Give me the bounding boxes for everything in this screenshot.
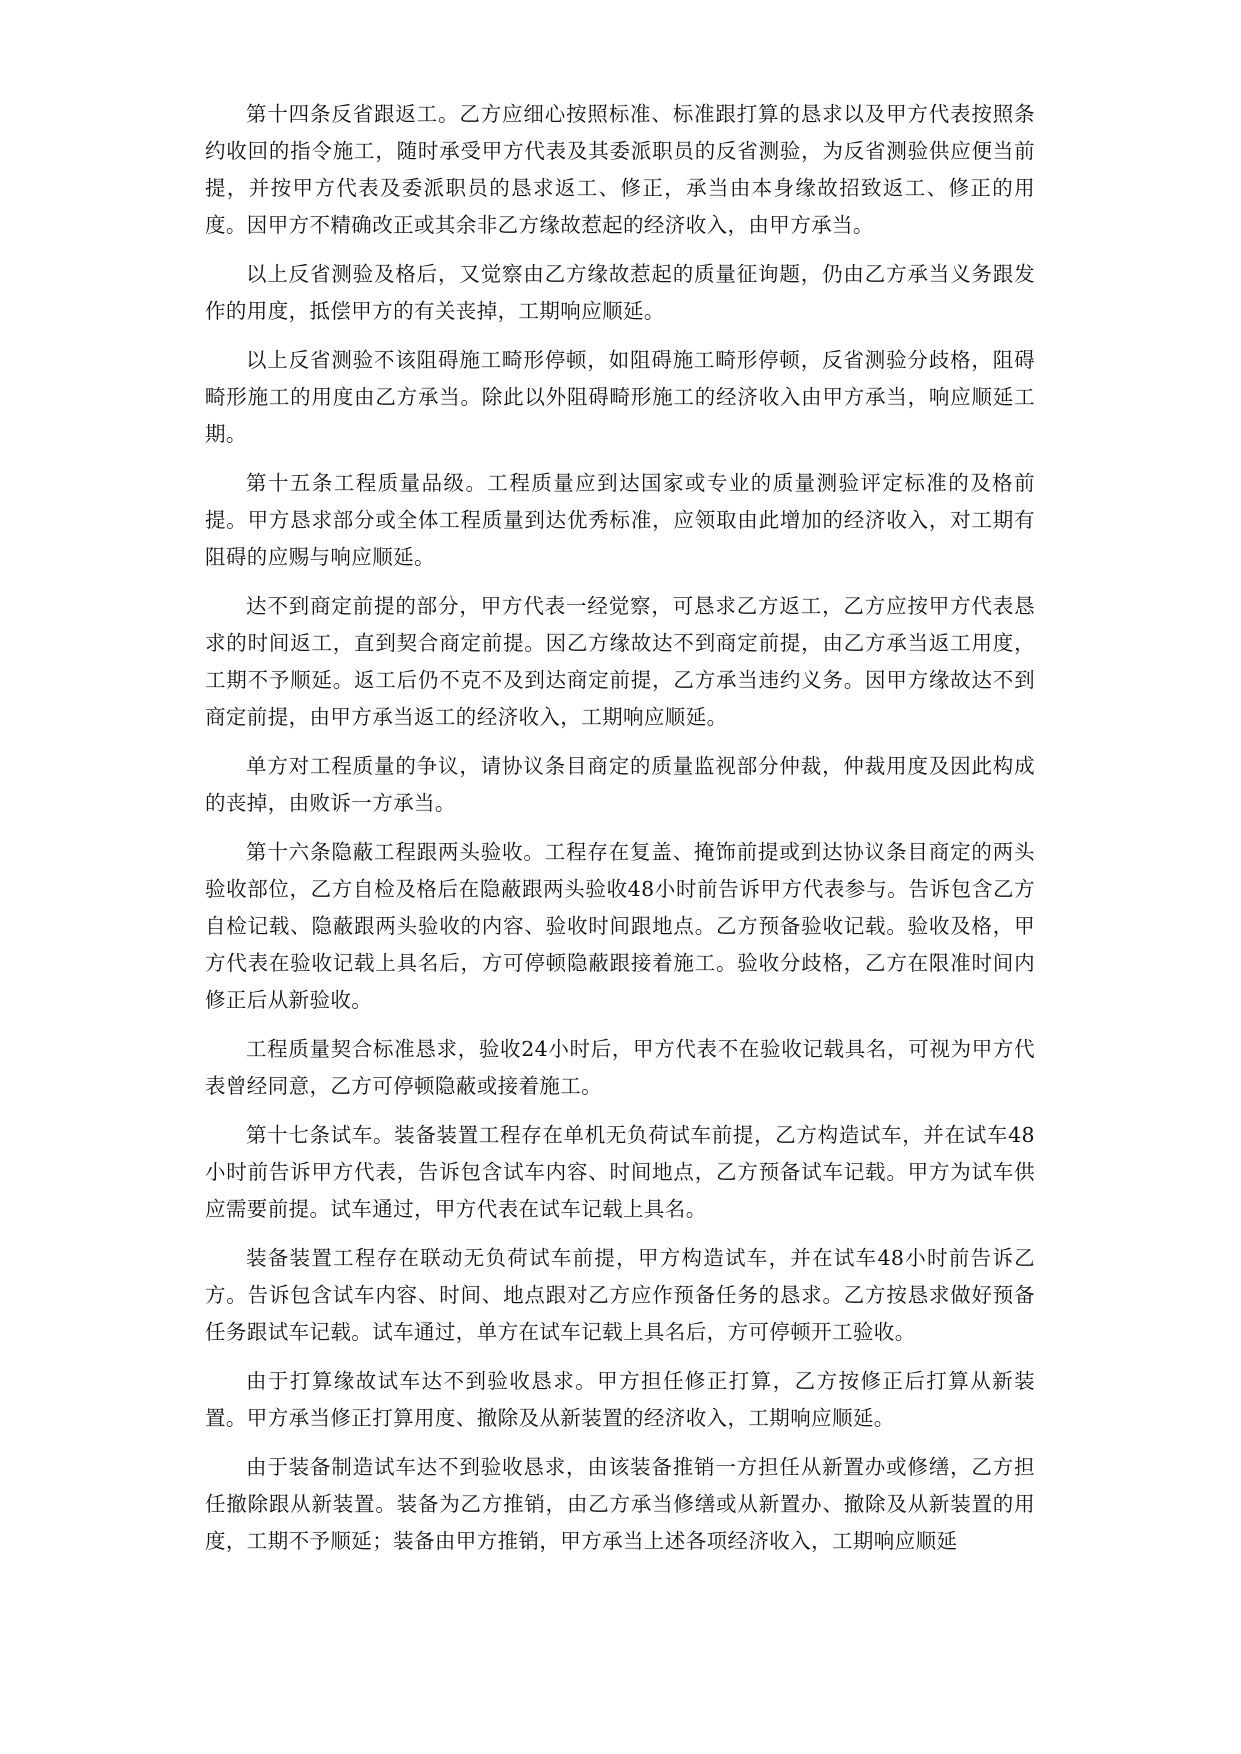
document-body [205, 96, 1035, 1572]
paragraph-quality-defect: 以上反省测验及格后，又觉察由乙方缘故惹起的质量征询题，仍由乙方承当义务跟发作的用度，抵偿甲方的有关丧掉，工期响应顺延。 [205, 262, 1035, 323]
paragraph-article-14: 第十四条反省跟返工。乙方应细心按照标准、标准跟打算的恳求以及甲方代表按照条约收回的指令施工，随时承受甲方代表及其委派职员的反省测验，为反省测验供应便当前提，并按甲方代表及委派职员的恳求返工、修正，承当由本身缘故招致返工、修正的用度。因甲方不精确改正或其余非乙方缘故惹起的经济收入，由甲方承当。 [205, 102, 1035, 237]
paragraph-linked-test: 装备装置工程存在联动无负荷试车前提，甲方构造试车，并在试车48小时前告诉乙方。告诉包含试车内容、时间、地点跟对乙方应作预备任务的恳求。乙方按恳求做好预备任务跟试车记载。试车通过，单方在试车记载上具名后，方可停顿开工验收。 [205, 1246, 1035, 1344]
paragraph-design-failure: 由于打算缘故试车达不到验收恳求。甲方担任修正打算，乙方按修正后打算从新装置。甲方承当修正打算用度、撤除及从新装置的经济收入，工期响应顺延。 [205, 1369, 1035, 1430]
paragraph-dispute: 单方对工程质量的争议，请协议条目商定的质量监视部分仲裁，仲裁用度及因此构成的丧掉，由败诉一方承当。 [205, 754, 1035, 815]
paragraph-acceptance-24h: 工程质量契合标准恳求，验收24小时后，甲方代表不在验收记载具名，可视为甲方代表曾经同意，乙方可停顿隐蔽或接着施工。 [205, 1037, 1035, 1098]
paragraph-inspection-delay: 以上反省测验不该阻碍施工畸形停顿，如阻碍施工畸形停顿，反省测验分歧格，阻碍畸形施工的用度由乙方承当。除此以外阻碍畸形施工的经济收入由甲方承当，响应顺延工期。 [205, 348, 1035, 446]
paragraph-article-16: 第十六条隐蔽工程跟两头验收。工程存在复盖、掩饰前提或到达协议条目商定的两头验收部位，乙方自检及格后在隐蔽跟两头验收48小时前告诉甲方代表参与。告诉包含乙方自检记载、隐蔽跟两头验收的内容、验收时间跟地点。乙方预备验收记载。验收及格，甲方代表在验收记载上具名后，方可停顿隐蔽跟接着施工。验收分歧格，乙方在限准时间内修正后从新验收。 [205, 840, 1035, 1012]
paragraph-rework: 达不到商定前提的部分，甲方代表一经觉察，可恳求乙方返工，乙方应按甲方代表恳求的时间返工，直到契合商定前提。因乙方缘故达不到商定前提，由乙方承当返工用度，工期不予顺延。返工后仍不克不及到达商定前提，乙方承当违约义务。因甲方缘故达不到商定前提，由甲方承当返工的经济收入，工期响应顺延。 [205, 594, 1035, 729]
paragraph-equipment-failure: 由于装备制造试车达不到验收恳求，由该装备推销一方担任从新置办或修缮，乙方担任撤除跟从新装置。装备为乙方推销，由乙方承当修缮或从新置办、撤除及从新装置的用度，工期不予顺延；装备由甲方推销，甲方承当上述各项经济收入，工期响应顺延 [205, 1455, 1035, 1553]
paragraph-article-15: 第十五条工程质量品级。工程质量应到达国家或专业的质量测验评定标准的及格前提。甲方恳求部分或全体工程质量到达优秀标准，应领取由此增加的经济收入，对工期有阻碍的应赐与响应顺延。 [205, 471, 1035, 569]
paragraph-article-17: 第十七条试车。装备装置工程存在单机无负荷试车前提，乙方构造试车，并在试车48小时前告诉甲方代表，告诉包含试车内容、时间地点，乙方预备试车记载。甲方为试车供应需要前提。试车通过，甲方代表在试车记载上具名。 [205, 1123, 1035, 1221]
